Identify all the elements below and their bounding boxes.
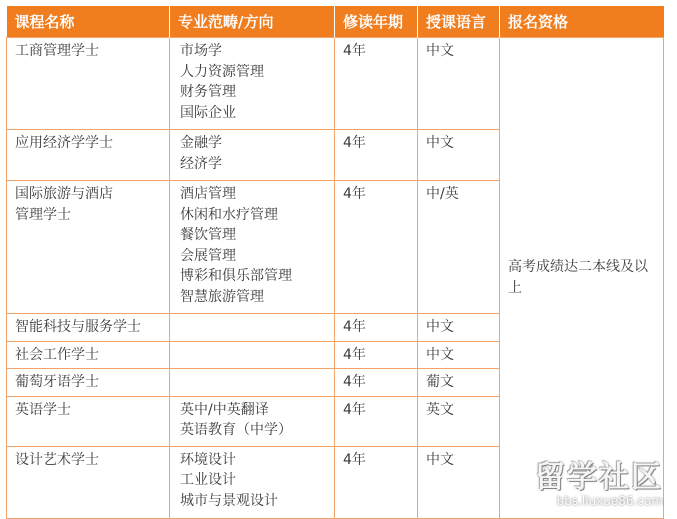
years-cell: 4年 <box>335 38 418 130</box>
course-name: 设计艺术学士 <box>15 451 99 468</box>
course-name-cell <box>7 369 170 397</box>
direction-item: 酒店管理 <box>180 186 236 202</box>
directions-cell <box>170 369 335 397</box>
years-cell: 4年 <box>335 369 418 397</box>
course-name-cell <box>7 396 170 446</box>
direction-item: 会展管理 <box>180 247 236 264</box>
course-name: 智能科技与服务学士 <box>15 319 141 335</box>
course-name-cell <box>7 446 170 518</box>
watermark-url: bbs.liuxue86.com <box>556 494 663 508</box>
direction-item: 智慧旅游管理 <box>180 288 264 305</box>
direction-item: 经济学 <box>180 155 222 172</box>
language-cell: 中文 <box>418 38 500 130</box>
course-table <box>6 6 664 519</box>
header-major-direction: 专业范畴/方向 <box>170 6 335 38</box>
header-course-name: 课程名称 <box>7 6 170 38</box>
header-admission-requirement: 报名资格 <box>500 6 664 38</box>
years-cell: 4年 <box>335 314 418 342</box>
direction-item: 市场学 <box>180 43 222 59</box>
course-name: 英语学士 <box>15 401 71 418</box>
language-cell: 中文 <box>418 341 500 369</box>
language-cell: 中文 <box>418 446 500 518</box>
course-name-cell <box>7 314 170 342</box>
directions-cell <box>170 38 335 130</box>
course-name: 应用经济学学士 <box>15 135 113 151</box>
course-name-cell <box>7 341 170 369</box>
directions-cell <box>170 181 335 314</box>
direction-item: 休闲和水疗管理 <box>180 206 278 223</box>
direction-item: 人力资源管理 <box>180 63 264 80</box>
direction-item: 博彩和俱乐部管理 <box>180 268 292 284</box>
direction-item: 城市与景观设计 <box>180 492 278 509</box>
course-name-cell <box>7 181 170 314</box>
course-name: 社会工作学士 <box>15 346 99 363</box>
table-row <box>7 38 664 130</box>
direction-item: 环境设计 <box>180 451 236 468</box>
years-cell: 4年 <box>335 130 418 181</box>
course-name-line: 国际旅游与酒店 <box>15 186 113 202</box>
years-cell: 4年 <box>335 446 418 518</box>
language-cell: 中文 <box>418 130 500 181</box>
years-cell: 4年 <box>335 341 418 369</box>
course-name-cell <box>7 130 170 181</box>
directions-cell <box>170 130 335 181</box>
header-study-years: 修读年期 <box>335 6 418 38</box>
directions-cell <box>170 396 335 446</box>
direction-item: 财务管理 <box>180 84 236 100</box>
course-name: 葡萄牙语学士 <box>15 374 99 390</box>
watermark-logo: 留学社区 <box>535 460 663 495</box>
language-cell: 中/英 <box>418 181 500 314</box>
language-cell: 中文 <box>418 314 500 342</box>
admission-requirement-cell <box>500 38 664 519</box>
language-cell: 葡文 <box>418 369 500 397</box>
direction-item: 餐饮管理 <box>180 227 236 243</box>
direction-item: 金融学 <box>180 135 222 151</box>
header-teaching-language: 授课语言 <box>418 6 500 38</box>
directions-cell <box>170 446 335 518</box>
direction-item: 工业设计 <box>180 472 236 488</box>
course-name-line: 管理学士 <box>15 206 71 223</box>
direction-item: 英中/中英翻译 <box>180 401 269 418</box>
directions-cell <box>170 314 335 342</box>
directions-cell <box>170 341 335 369</box>
direction-item: 国际企业 <box>180 104 236 121</box>
course-name-cell <box>7 38 170 130</box>
years-cell: 4年 <box>335 181 418 314</box>
table-header-row <box>7 6 664 38</box>
course-name: 工商管理学士 <box>15 43 99 59</box>
language-cell: 英文 <box>418 396 500 446</box>
direction-item: 英语教育（中学） <box>180 422 292 438</box>
years-cell: 4年 <box>335 396 418 446</box>
admission-requirement-text: 高考成绩达二本线及以上 <box>508 259 648 296</box>
